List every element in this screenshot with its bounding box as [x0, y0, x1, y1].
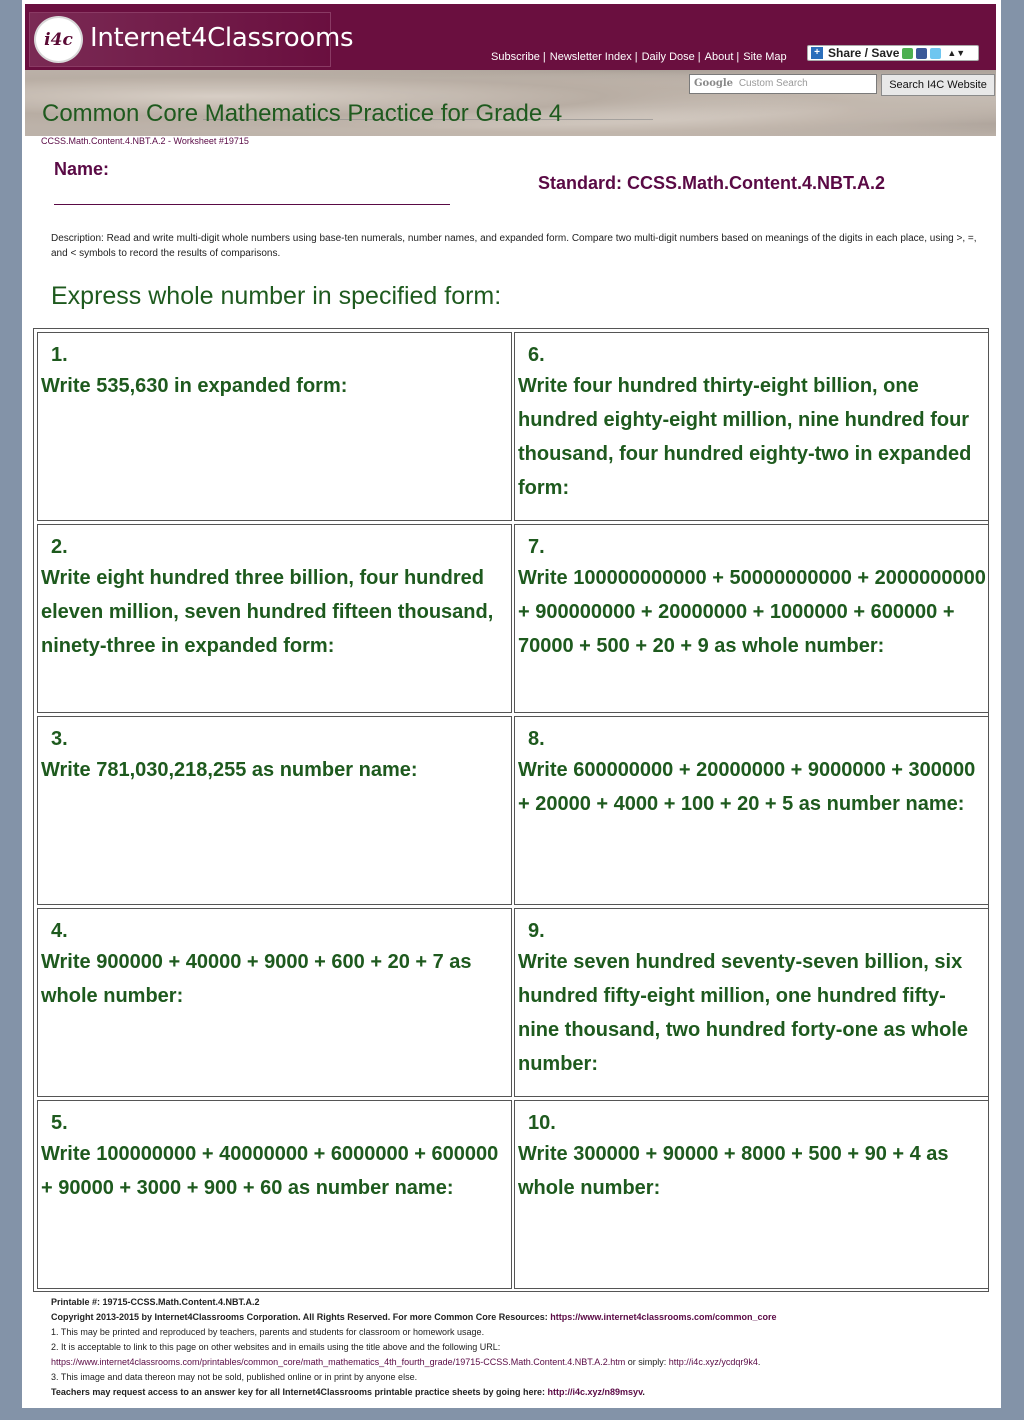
- or-simply-text: or simply:: [625, 1357, 669, 1367]
- standard-label: Standard: CCSS.Math.Content.4.NBT.A.2: [538, 173, 886, 193]
- printable-number: Printable #: 19715-CCSS.Math.Content.4.NBT.A.2: [51, 1297, 260, 1307]
- copyright-text: Copyright 2013-2015 by Internet4Classrooms Corporation. All Rights Reserved. For more Common Core Resources:: [51, 1312, 551, 1322]
- footer-note-1: 1. This may be printed and reproduced by teachers, parents and students for classroom or homework usage.: [51, 1327, 485, 1337]
- description: Description: Read and write multi-digit whole numbers using base-ten numerals, number names, and expanded form. Compare two multi-digit numbers based on meanings of the digits in each place, using >, =, and < symbols to record the results of comparisons.: [51, 233, 977, 259]
- problem-cell: [514, 524, 989, 713]
- dropdown-caret-icon: ▲▼: [947, 48, 966, 58]
- problem-cell: [37, 332, 512, 521]
- worksheet-long-link[interactable]: https://www.internet4classrooms.com/printables/common_core/math_mathematics_4th_fourth_grade/19715-CCSS.Math.Content.4.NBT.A.2.htm: [51, 1357, 626, 1367]
- logo-text: Internet4Classrooms: [90, 23, 354, 53]
- problem-number: 9.: [528, 920, 545, 942]
- problem-cell: [37, 716, 512, 905]
- problem-text: Write 300000 + 90000 + 8000 + 500 + 90 + 4 as whole number:: [518, 1143, 949, 1199]
- problem-number: 5.: [51, 1112, 68, 1134]
- problem-number: 6.: [528, 344, 545, 366]
- page: [22, 0, 1001, 1408]
- twitter-icon: [930, 48, 941, 59]
- problem-number: 3.: [51, 728, 68, 750]
- problem-text: Write 900000 + 40000 + 9000 + 600 + 20 + 7 as whole number:: [41, 951, 472, 1007]
- footer-url-line: [51, 1355, 995, 1370]
- problem-text: Write 535,630 in expanded form:: [41, 375, 348, 397]
- nav-separator: |: [697, 51, 701, 63]
- section-heading: Express whole number in specified form:: [51, 282, 502, 310]
- problem-cell: [514, 716, 989, 905]
- nav-separator: |: [736, 51, 740, 63]
- problem-number: 4.: [51, 920, 68, 942]
- search-button[interactable]: Search I4C Website: [881, 74, 995, 96]
- problem-text: Write four hundred thirty-eight billion, one hundred eighty-eight million, nine hundred four thousand, four hundred eighty-two in expanded form:: [518, 375, 972, 499]
- page-title: Common Core Mathematics Practice for Grade 4: [42, 100, 563, 127]
- problem-cell: [514, 908, 989, 1097]
- problem-cell: [37, 524, 512, 713]
- problem-text: Write seven hundred seventy-seven billion, six hundred fifty-eight million, one hundred fifty-nine thousand, two hundred forty-one as whole number:: [518, 951, 968, 1075]
- worksheet-short-link[interactable]: http://i4c.xyz/ycdqr9k4: [668, 1357, 758, 1367]
- search-placeholder: Custom Search: [738, 78, 808, 89]
- footer: [51, 1295, 995, 1400]
- problem-cell: [514, 1100, 989, 1289]
- share-save-button[interactable]: [807, 45, 979, 61]
- problem-cell: [37, 1100, 512, 1289]
- common-core-link[interactable]: https://www.internet4classrooms.com/common_core: [550, 1312, 777, 1322]
- problem-text: Write 100000000000 + 50000000000 + 2000000000 + 900000000 + 20000000 + 1000000 + 600000 + 70000 + 500 + 20 + 9 as whole number:: [518, 567, 986, 657]
- search-input[interactable]: [689, 74, 877, 94]
- teachers-line: [51, 1385, 995, 1400]
- period-text: .: [757, 1357, 761, 1367]
- nav-separator: |: [542, 51, 546, 63]
- share-green-icon: [902, 48, 913, 59]
- nav-daily-dose[interactable]: Daily Dose: [641, 51, 695, 63]
- share-save-label: Share / Save: [828, 46, 900, 60]
- problem-text: Write 781,030,218,255 as number name:: [41, 759, 418, 781]
- problem-cell: [37, 908, 512, 1097]
- nav-separator: |: [634, 51, 638, 63]
- name-line: [54, 204, 450, 205]
- site-header: [25, 4, 996, 136]
- nav-newsletter-index[interactable]: Newsletter Index: [549, 51, 632, 63]
- problem-number: 7.: [528, 536, 545, 558]
- problem-text: Write eight hundred three billion, four hundred eleven million, seven hundred fifteen thousand, ninety-three in expanded form:: [41, 567, 494, 657]
- answer-key-link[interactable]: http://i4c.xyz/n89msyv: [547, 1387, 643, 1397]
- period-text: .: [642, 1387, 645, 1397]
- logo-badge: i4c: [34, 16, 83, 63]
- problem-cell: [514, 332, 989, 521]
- facebook-icon: [916, 48, 927, 59]
- nav-site-map[interactable]: Site Map: [743, 51, 787, 63]
- share-plus-icon: +: [811, 47, 823, 59]
- name-label: Name:: [54, 159, 110, 179]
- teachers-text: Teachers may request access to an answer key for all Internet4Classrooms printable practice sheets by going here:: [51, 1387, 548, 1397]
- worksheet-id: CCSS.Math.Content.4.NBT.A.2 - Worksheet #19715: [41, 136, 249, 146]
- problem-number: 2.: [51, 536, 68, 558]
- problem-number: 10.: [528, 1112, 556, 1134]
- copyright-line: [51, 1310, 995, 1325]
- google-brand: Google: [694, 78, 734, 89]
- problem-text: Write 100000000 + 40000000 + 6000000 + 600000 + 90000 + 3000 + 900 + 60 as number name:: [41, 1143, 499, 1199]
- nav-subscribe[interactable]: Subscribe: [491, 51, 540, 63]
- problem-grid: [33, 328, 989, 1292]
- top-navigation: [491, 51, 787, 63]
- footer-note-3: 3. This image and data thereon may not be sold, published online or in print by anyone else.: [51, 1372, 418, 1382]
- site-logo[interactable]: [29, 12, 354, 67]
- problem-text: Write 600000000 + 20000000 + 9000000 + 300000 + 20000 + 4000 + 100 + 20 + 5 as number name:: [518, 759, 976, 815]
- footer-note-2: 2. It is acceptable to link to this page on other websites and in emails using the title above and the following URL:: [51, 1342, 501, 1352]
- problem-number: 8.: [528, 728, 545, 750]
- nav-about[interactable]: About: [704, 51, 734, 63]
- problem-number: 1.: [51, 344, 68, 366]
